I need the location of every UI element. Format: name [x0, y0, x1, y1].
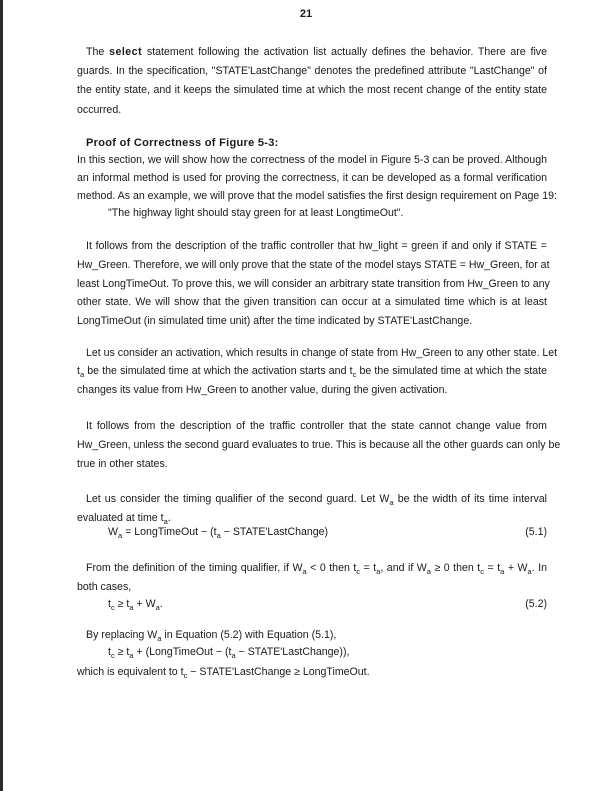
subscript: a: [527, 567, 532, 576]
bold-keyword: select: [109, 46, 143, 58]
text-line: [86, 238, 547, 254]
text-run: ≥ t: [114, 598, 130, 610]
text-run: It follows from the description of the traffic controller that the state cannot change value from: [86, 420, 547, 432]
text-run: which is equivalent to t: [77, 666, 184, 678]
text-run: in Equation (5.2) with Equation (5.1),: [161, 629, 337, 641]
text-line: [77, 382, 447, 398]
subscript: a: [231, 651, 236, 660]
text-line: [86, 491, 547, 507]
equation-line: [108, 524, 547, 540]
subscript: a: [155, 603, 160, 612]
text-line: [77, 188, 557, 204]
text-run: true in other states.: [77, 458, 168, 470]
text-line: [86, 345, 558, 361]
text-run: an informal method is used for proving the correctness, it can be developed as a formal verification: [77, 172, 547, 184]
text-line: [77, 276, 550, 292]
text-run: LongTimeOut (in simulated time unit) after the time indicated by STATE'LastChange.: [77, 315, 473, 327]
text-run: t: [108, 646, 111, 658]
text-run: method. As an example, we will prove that the model satisfies the first design requirement on Page 19:: [77, 190, 557, 202]
text-run: ≥ 0 then t: [430, 562, 481, 574]
text-run: statement following the activation list actually defines the behavior. There are five: [142, 46, 547, 58]
text-line: [77, 63, 547, 79]
text-run: t: [108, 598, 111, 610]
text-line: [77, 102, 121, 118]
text-run: .: [167, 512, 171, 524]
text-run: changes its value from Hw_Green to another value, during the given activation.: [77, 384, 448, 396]
subscript: c: [352, 370, 357, 379]
text-run: be the simulated time at which the activation starts and t: [84, 365, 353, 377]
subscript: a: [157, 634, 162, 643]
subscript: a: [376, 567, 381, 576]
text-line: [77, 152, 547, 168]
text-run: = LongTimeOut − (t: [122, 526, 217, 538]
subscript: a: [163, 517, 168, 526]
subscript: c: [356, 567, 361, 576]
text-line: [86, 560, 547, 576]
text-run: Hw_Green. Therefore, we will only prove that the state of the model stays STATE = Hw_Green, for at: [77, 259, 550, 271]
text-run: + W: [133, 598, 156, 610]
text-run: The: [86, 46, 110, 58]
text-run: W: [108, 526, 118, 538]
text-run: = t: [360, 562, 377, 574]
text-run: From the definition of the timing qualifier, if W: [86, 562, 303, 574]
text-run: occurred.: [77, 104, 122, 116]
equation-line: [108, 596, 547, 612]
subscript: a: [118, 531, 123, 540]
text-run: < 0 then t: [306, 562, 357, 574]
text-line: [77, 313, 472, 329]
text-run: be the simulated time at which the state: [356, 365, 547, 377]
subscript: a: [129, 651, 134, 660]
text-run: − STATE'LastChange)),: [235, 646, 350, 658]
text-run: both cases,: [77, 581, 132, 593]
text-run: "The highway light should stay green for at least LongtimeOut".: [108, 207, 404, 219]
subscript: c: [183, 671, 188, 680]
text-run: be the width of its time interval: [393, 493, 548, 505]
text-run: ≥ t: [114, 646, 130, 658]
subscript: c: [480, 567, 485, 576]
subscript: a: [79, 370, 85, 379]
text-run: t: [77, 365, 80, 377]
text-run: In this section, we will show how the correctness of the model in Figure 5-3 can be proved. Although: [77, 154, 547, 166]
subscript: c: [110, 651, 115, 660]
text-run: . In: [531, 562, 547, 574]
text-line: [77, 579, 131, 595]
text-line: [86, 627, 336, 643]
text-run: = t: [484, 562, 501, 574]
text-run: + W: [504, 562, 528, 574]
text-line: [108, 205, 403, 221]
text-run: − STATE'LastChange): [220, 526, 329, 538]
text-line: [77, 294, 547, 310]
text-line: [86, 44, 547, 60]
text-run: + (LongTimeOut − (t: [133, 646, 232, 658]
text-run: Proof of Correctness of Figure 5-3:: [86, 137, 279, 149]
text-run: .: [159, 598, 163, 610]
text-line: [77, 664, 370, 680]
equation-number: (5.2): [525, 598, 547, 610]
text-run: It follows from the description of the traffic controller that hw_light = green if and only if STATE =: [86, 240, 547, 252]
subscript: a: [216, 531, 221, 540]
subscript: a: [500, 567, 505, 576]
text-line: [77, 363, 547, 379]
scan-edge: [0, 0, 3, 791]
text-run: − STATE'LastChange ≥ LongTimeOut.: [187, 666, 370, 678]
equation-number: (5.1): [525, 526, 547, 538]
text-line: [77, 257, 550, 273]
subscript: a: [426, 567, 431, 576]
text-run: Let us consider the timing qualifier of the second guard. Let W: [86, 493, 390, 505]
text-run: Hw_Green, unless the second guard evaluates to true. This is because all the other guards can only be: [77, 439, 561, 451]
subscript: a: [302, 567, 307, 576]
subscript: a: [129, 603, 134, 612]
text-run: evaluated at time t: [77, 512, 164, 524]
text-line: [77, 82, 547, 98]
subscript: a: [389, 498, 394, 507]
text-run: By replacing W: [86, 629, 158, 641]
text-run: least LongTimeOut. To prove this, we will consider an arbitrary state transition from Hw_Green to any: [77, 278, 550, 290]
text-run: Let us consider an activation, which results in change of state from Hw_Green to any other state. Let: [86, 347, 558, 359]
text-line: [77, 170, 547, 186]
text-run: other state. We will show that the given transition can occur at a simulated time which is at least: [77, 296, 547, 308]
subscript: c: [110, 603, 115, 612]
text-line: [86, 418, 547, 434]
text-run: the entity state, and it keeps the simulated time at which the most recent change of the entity state: [77, 84, 547, 96]
text-line: [108, 644, 349, 660]
text-line: [77, 456, 168, 472]
text-run: , and if W: [380, 562, 427, 574]
page-number: 21: [299, 8, 313, 20]
section-heading: [86, 135, 279, 151]
text-run: guards. In the specification, "STATE'LastChange" denotes the predefined attribute "LastChange" of: [77, 65, 547, 77]
text-line: [77, 437, 561, 453]
